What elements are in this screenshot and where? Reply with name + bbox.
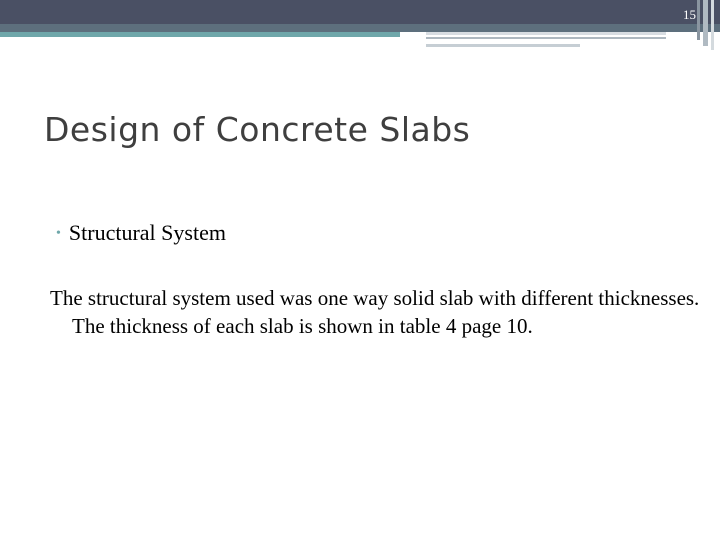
body-paragraph: The structural system used was one way solid slab with different thicknesses. The thickness of each slab is shown in table 4 page 10. bbox=[50, 286, 700, 338]
header-stripe bbox=[0, 24, 720, 32]
accent-line bbox=[426, 37, 666, 39]
accent-line bbox=[426, 32, 666, 35]
bullet-icon: • bbox=[56, 226, 61, 241]
page-number: 15 bbox=[683, 7, 696, 22]
header-banner bbox=[0, 0, 720, 24]
accent-bar bbox=[0, 32, 400, 37]
slide-title: Design of Concrete Slabs bbox=[44, 110, 471, 149]
bullet-text: Structural System bbox=[68, 220, 226, 245]
bullet-item bbox=[56, 220, 226, 246]
corner-decoration bbox=[697, 0, 700, 40]
accent-line bbox=[426, 44, 580, 47]
corner-decoration bbox=[711, 0, 714, 50]
corner-decoration bbox=[703, 0, 708, 46]
